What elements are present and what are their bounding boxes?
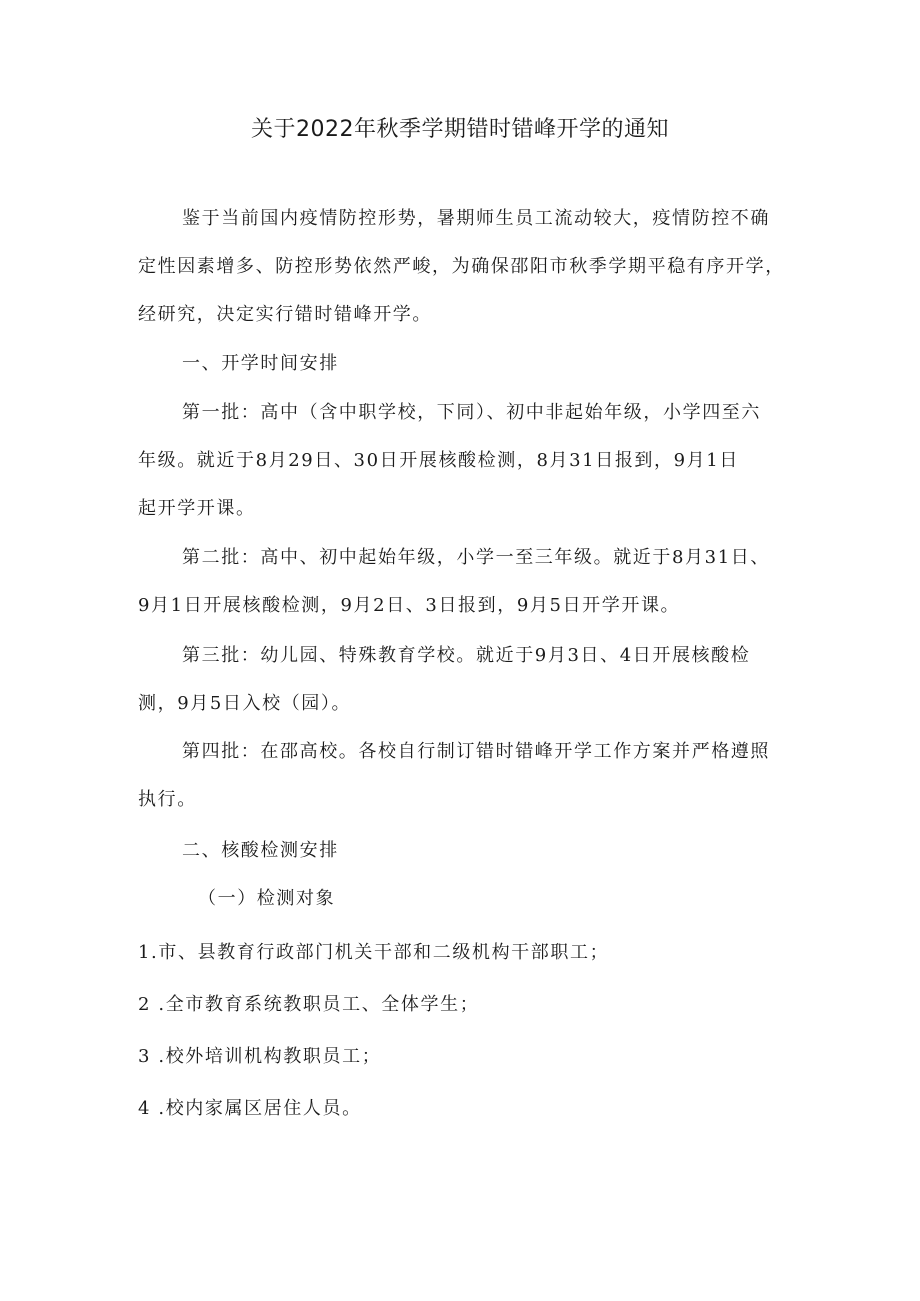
batch1-line: 起开学开课。 [138, 498, 256, 519]
batch2-paragraph [138, 534, 786, 630]
intro-line: 定性因素增多、防控形势依然严峻，为确保邵阳市秋季学期平稳有序开学， [138, 256, 785, 277]
page-title: 关于2022年秋季学期错时错峰开学的通知 [251, 117, 669, 142]
batch3-line: 第三批：幼儿园、特殊教育学校。就近于9月3日、4日开展核酸检 [182, 645, 751, 666]
list-item: 1.市、县教育行政部门机关干部和二级机构干部职工； [138, 942, 610, 963]
list-item: 4 .校内家属区居住人员。 [138, 1098, 362, 1119]
batch2-line: 9月1日开展核酸检测，9月2日、3日报到，9月5日开学开课。 [138, 595, 681, 616]
section2-heading: 二、核酸检测安排 [182, 840, 339, 861]
batch3-line: 测，9月5日入校（园）。 [138, 693, 352, 714]
intro-line: 鉴于当前国内疫情防控形势，暑期师生员工流动较大，疫情防控不确 [182, 208, 770, 229]
intro-line: 经研究，决定实行错时错峰开学。 [138, 304, 432, 325]
batch4-line: 执行。 [138, 789, 197, 810]
batch4-paragraph [138, 728, 786, 824]
batch4-line: 第四批：在邵高校。各校自行制订错时错峰开学工作方案并严格遵照 [182, 741, 770, 762]
intro-paragraph [138, 195, 786, 339]
batch3-paragraph [138, 632, 786, 728]
batch1-paragraph [138, 389, 786, 533]
batch1-line: 第一批：高中（含中职学校，下同）、初中非起始年级，小学四至六 [182, 402, 761, 423]
batch1-line: 年级。就近于8月29日、30日开展核酸检测，8月31日报到，9月1日 [138, 450, 739, 471]
list-item: 2 .全市教育系统教职员工、全体学生； [138, 994, 480, 1015]
section1-heading: 一、开学时间安排 [182, 353, 339, 374]
list-item: 3 .校外培训机构教职员工； [138, 1046, 382, 1067]
batch2-line: 第二批：高中、初中起始年级，小学一至三年级。就近于8月31日、 [182, 547, 770, 568]
section2-subheading: （一）检测对象 [198, 888, 336, 909]
